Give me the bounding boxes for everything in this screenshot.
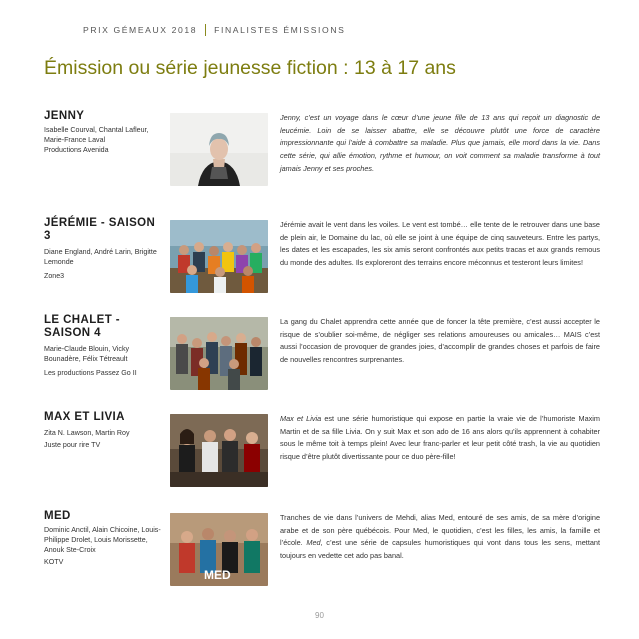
entry-photo: [170, 317, 268, 390]
entry-title: MAX ET LIVIA: [44, 411, 125, 423]
entry-jenny: [44, 110, 600, 190]
entry-meta: [44, 525, 166, 567]
entry-title: JÉRÉMIE - SAISON 3: [44, 217, 156, 242]
entry-photo: [170, 513, 268, 586]
entry-production: KOTV: [44, 558, 64, 566]
entry-description: Jenny, c’est un voyage dans le cœur d’une jeune fille de 13 ans qui reçoit un diagnostic de leucémie. Loin de se laisser abattre, elle se découvre plutôt une force de caractère impressionnante qui l’aide à combattre sa maladie. Plus que jamais, elle mord dans la vie. Dans cette série, qui allie émotion, rythme et humour, on voit comment sa maladie transforme à tout jamais Jenny et ses proches.: [280, 113, 600, 173]
entry-description: Jérémie avait le vent dans les voiles. Le vent est tombé… elle tente de le retrouver dans une base de plein air, le Domaine du lac, où elle se joint à une équipe de cinq sauveteurs. Entre les partys, les dates et les escapades, les six amis seront confrontés aux petits tracas et aux grands remous du monde des adultes. Ils exploreront des terrains encore méconnus et testeront leurs limites!: [280, 220, 600, 268]
entry-photo: [170, 220, 268, 293]
page-title: Émission ou série jeunesse fiction : 13 à 17 ans: [44, 57, 456, 79]
entry-meta: [44, 428, 166, 450]
entry-people: Zita N. Lawson, Martin Roy: [44, 429, 130, 437]
entry-production: Juste pour rire TV: [44, 441, 101, 449]
entry-title: MED: [44, 510, 71, 522]
header-divider: [205, 24, 206, 36]
entry-med: [44, 510, 600, 590]
header-right: FINALISTES ÉMISSIONS: [214, 25, 346, 35]
entry-people: Isabelle Courval, Chantal Lafleur, Marie-France Laval: [44, 126, 149, 144]
photo-logo-text: MED: [204, 568, 231, 582]
entry-description: Tranches de vie dans l’univers de Mehdi, alias Med, entouré de ses amis, de sa mère d’origine arabe et de son père québécois. Pour Med, le quotidien, c’est les filles, les amis, la famille et l’école. Med, c’est une série de capsules humoristiques qui vont dans tous les sens, mettant toujours en vedette cet ado pas banal.: [280, 513, 600, 561]
page-header: [83, 24, 345, 36]
entry-title: JENNY: [44, 110, 85, 122]
entry-production: Productions Avenida: [44, 146, 109, 154]
header-left: PRIX GÉMEAUX 2018: [83, 25, 198, 35]
entry-description: La gang du Chalet apprendra cette année que de foncer la tête première, c’est aussi accepter le risque de s’oublier soi-même, de négliger ses relations amoureuses ou amicales… MAIS c’est aussi l’occasion de provoquer de grandes joies, d’accomplir de grandes choses et parfois de faire de nouvelles rencontres surprenantes.: [280, 317, 600, 365]
entry-production: Zone3: [44, 272, 65, 280]
entry-photo: [170, 113, 268, 186]
entry-description: Max et Livia est une série humoristique qui expose en partie la vraie vie de l’humoriste Maxim Martin et de sa fille Livia. On y suit Max et son ado de 16 ans alors qu’ils apprennent à cohabiter sous le même toit à temps plein! Avec leur franc-parler et leur petit côté trash, la vie au quotidien risque d’être plutôt divertissante pour ce duo père-fille!: [280, 414, 600, 462]
page-number: 90: [315, 611, 324, 620]
entry-meta: [44, 247, 166, 281]
entry-meta: [44, 344, 166, 378]
entry-le-chalet: [44, 314, 600, 394]
entry-title: LE CHALET - SAISON 4: [44, 314, 120, 339]
entry-people: Dominic Anctil, Alain Chicoine, Louis-Philippe Drolet, Louis Morissette, Anouk Ste-Croix: [44, 526, 161, 554]
entry-jeremie: [44, 217, 600, 297]
entry-people: Diane England, André Larin, Brigitte Lemonde: [44, 248, 157, 266]
entry-people: Marie-Claude Blouin, Vicky Bounadère, Félix Tétreault: [44, 345, 130, 363]
entry-production: Les productions Passez Go II: [44, 369, 137, 377]
entry-max-et-livia: [44, 411, 600, 491]
entry-meta: [44, 125, 166, 155]
entry-photo: [170, 414, 268, 487]
